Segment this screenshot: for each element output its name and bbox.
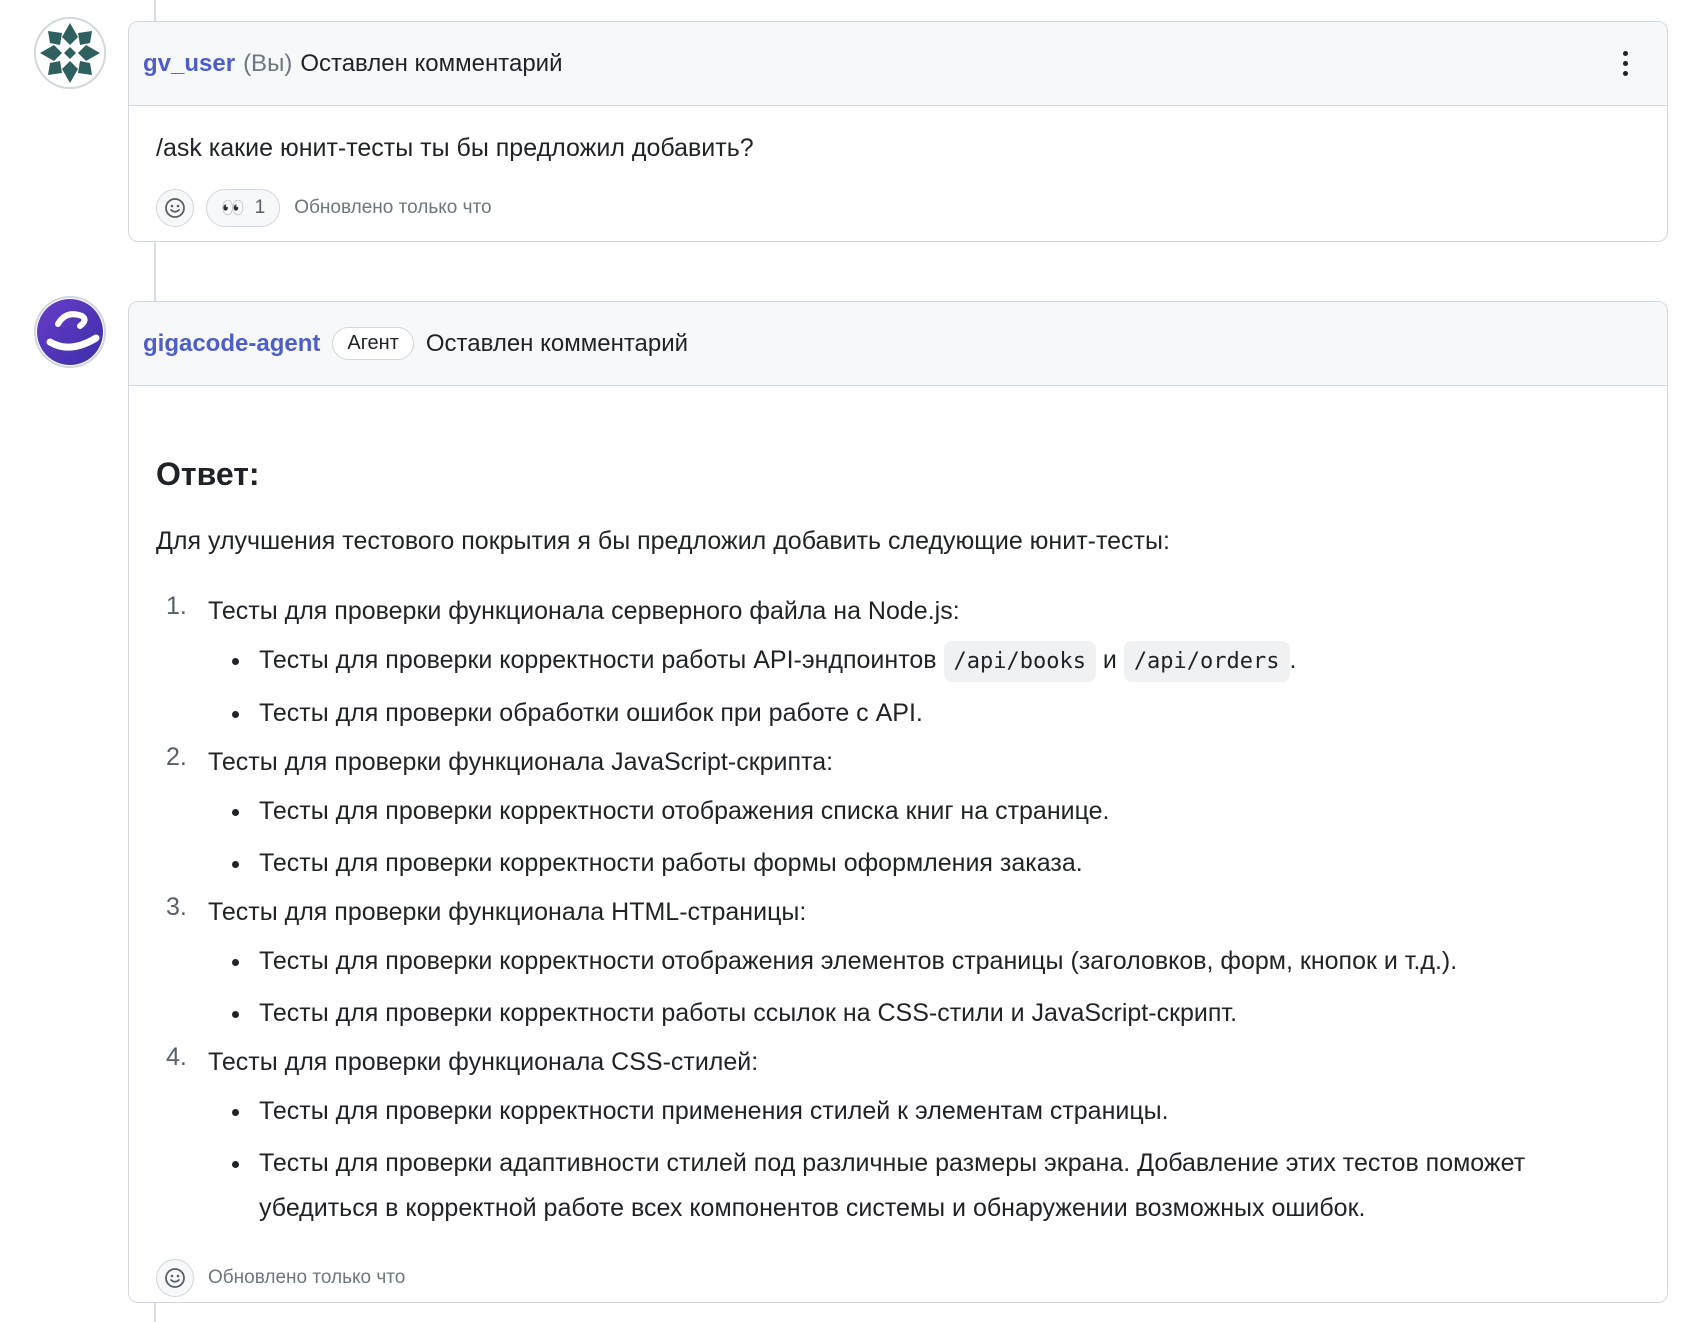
comment-card-agent	[128, 301, 1668, 1303]
list-item	[156, 893, 1640, 1036]
bullet-text: .	[1289, 646, 1297, 674]
bullet-item: Тесты для проверки корректности применения стилей к элементам страницы.	[208, 1089, 1640, 1134]
author-link[interactable]: gv_user	[143, 49, 236, 77]
smiley-icon	[164, 197, 186, 219]
list-item	[156, 1043, 1640, 1231]
bullet-list	[208, 1089, 1640, 1231]
bullet-item	[208, 638, 1640, 684]
list-item	[156, 743, 1640, 886]
user-avatar[interactable]	[34, 17, 106, 89]
agent-avatar[interactable]	[34, 296, 106, 368]
eyes-icon: 👀	[221, 198, 245, 219]
you-label: (Вы)	[243, 49, 293, 77]
agent-badge: Агент	[332, 327, 414, 360]
bullet-item: Тесты для проверки корректности работы формы оформления заказа.	[208, 841, 1640, 886]
list-item-text: Тесты для проверки функционала HTML-страницы:	[208, 898, 807, 926]
bullet-item: Тесты для проверки обработки ошибок при работе с API.	[208, 691, 1640, 736]
list-number: 2.	[166, 743, 187, 771]
list-item-text: Тесты для проверки функционала CSS-стилей:	[208, 1048, 759, 1076]
author-link[interactable]: gigacode-agent	[143, 329, 321, 357]
comment-text: /ask какие юнит-тесты ты бы предложил добавить?	[156, 134, 754, 162]
answer-intro: Для улучшения тестового покрытия я бы предложил добавить следующие юнит-тесты:	[156, 527, 1170, 555]
comment-action-text: Оставлен комментарий	[300, 49, 563, 77]
list-number: 4.	[166, 1043, 187, 1071]
smiley-icon	[164, 1267, 186, 1289]
bullet-item: Тесты для проверки корректности отображения списка книг на странице.	[208, 789, 1640, 834]
list-number: 3.	[166, 893, 187, 921]
add-reaction-button[interactable]	[156, 1259, 194, 1297]
bullet-item: Тесты для проверки корректности работы ссылок на CSS-стили и JavaScript-скрипт.	[208, 991, 1640, 1036]
reaction-eyes-button[interactable]	[206, 189, 280, 227]
gigacode-logo-icon	[36, 298, 104, 366]
ordered-list	[156, 592, 1640, 1231]
answer-heading: Ответ:	[156, 456, 260, 492]
list-item-text: Тесты для проверки функционала серверного файла на Node.js:	[208, 597, 960, 625]
comment-body	[129, 386, 1667, 1297]
reaction-count: 1	[254, 197, 266, 218]
comment-body	[129, 106, 1667, 229]
list-item-text: Тесты для проверки функционала JavaScript-скрипта:	[208, 748, 834, 776]
bullet-item: Тесты для проверки адаптивности стилей под различные размеры экрана. Добавление этих тестов поможет убедиться в корректной работе всех компонентов системы и обнаружении возможных ошибок.	[208, 1141, 1640, 1231]
bullet-text: и	[1095, 646, 1124, 674]
add-reaction-button[interactable]	[156, 189, 194, 227]
bullet-list	[208, 789, 1640, 886]
inline-code: /api/orders	[1124, 641, 1290, 682]
bullet-list	[208, 939, 1640, 1036]
comment-card-user	[128, 21, 1668, 242]
bullet-text: Тесты для проверки корректности работы API-эндпоинтов	[259, 646, 944, 674]
comment-header	[129, 22, 1667, 106]
comment-action-text: Оставлен комментарий	[425, 329, 689, 357]
list-number: 1.	[166, 592, 187, 620]
list-item	[156, 592, 1640, 736]
inline-code: /api/books	[944, 641, 1096, 682]
updated-timestamp: Обновлено только что	[294, 197, 492, 218]
updated-timestamp: Обновлено только что	[208, 1267, 406, 1288]
bullet-list	[208, 638, 1640, 736]
comment-footer	[156, 1259, 1640, 1297]
more-options-icon[interactable]	[1613, 49, 1637, 79]
comment-header	[129, 302, 1667, 386]
comment-footer	[156, 187, 1640, 229]
identicon-icon	[36, 19, 104, 87]
bullet-item: Тесты для проверки корректности отображения элементов страницы (заголовков, форм, кнопок и т.д.).	[208, 939, 1640, 984]
